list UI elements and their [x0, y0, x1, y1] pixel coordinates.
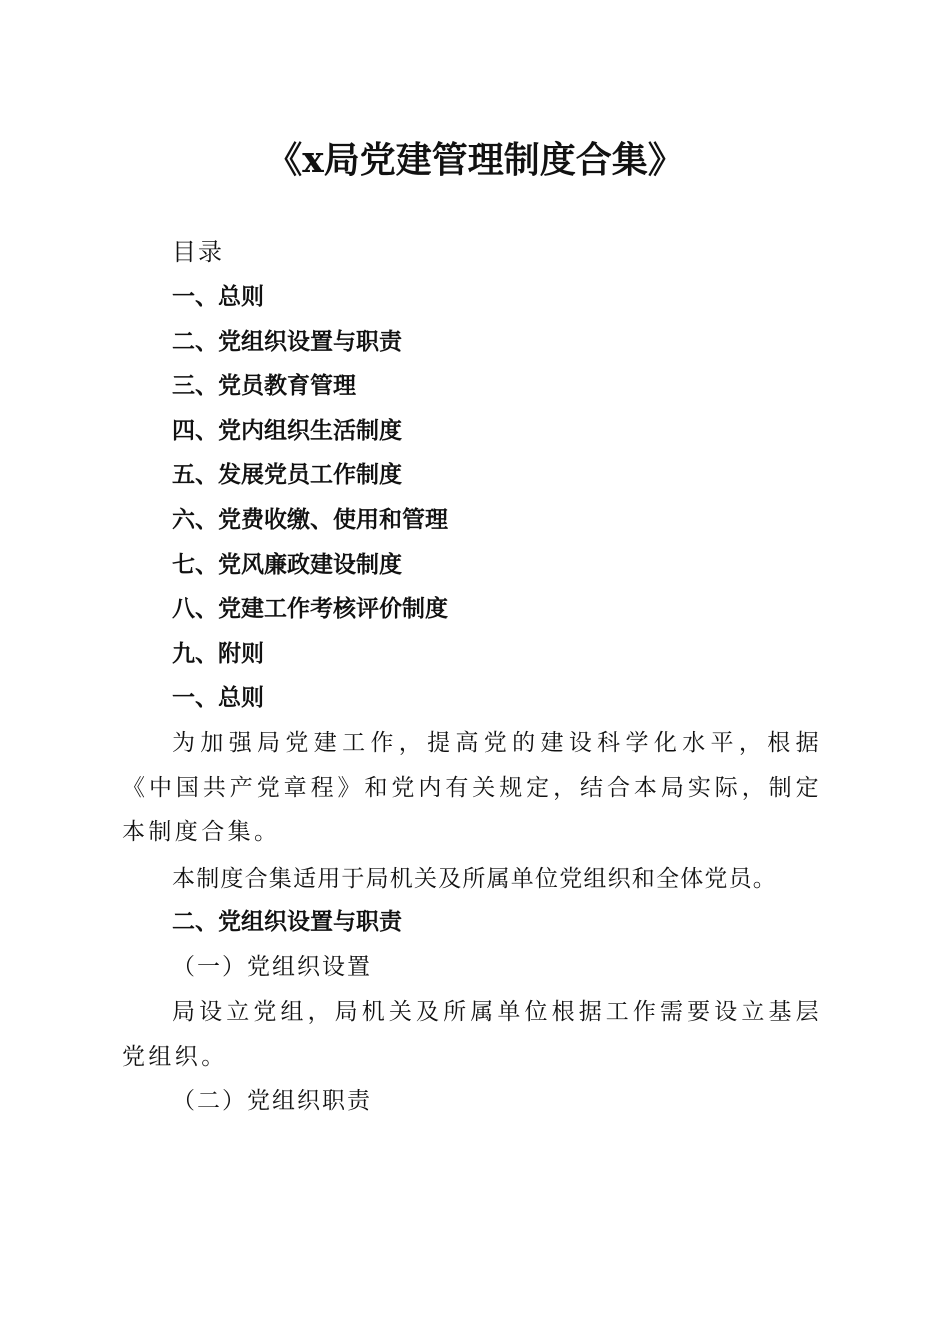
- toc-item: 六、党费收缴、使用和管理: [172, 506, 448, 533]
- toc-item: 三、党员教育管理: [172, 373, 356, 400]
- toc-item: 四、党内组织生活制度: [172, 417, 402, 444]
- toc-item: 八、党建工作考核评价制度: [172, 596, 448, 623]
- toc-item: 五、发展党员工作制度: [172, 462, 402, 489]
- toc-item: 九、附则: [172, 640, 264, 667]
- paragraph-purpose: 为加强局党建工作，提高党的建设科学化水平，根据《中国共产党章程》和党内有关规定，结合本局实际，制定本制度合集。: [122, 730, 822, 845]
- subheading-organization-duties: （二）党组织职责: [172, 1088, 372, 1114]
- toc-item: 七、党风廉政建设制度: [172, 551, 402, 578]
- subheading-organization-setup: （一）党组织设置: [172, 954, 372, 980]
- paragraph-organization-setup: 局设立党组，局机关及所属单位根据工作需要设立基层党组织。: [122, 999, 822, 1070]
- document-title: 《x局党建管理制度合集》: [266, 139, 684, 181]
- paragraph-scope: 本制度合集适用于局机关及所属单位党组织和全体党员。: [172, 866, 777, 892]
- section-heading-organization: 二、党组织设置与职责: [172, 909, 402, 935]
- toc-item: 一、总则: [172, 284, 264, 310]
- table-of-contents: [172, 279, 448, 680]
- toc-item: 二、党组织设置与职责: [172, 328, 402, 355]
- section-heading-general: 一、总则: [172, 685, 264, 711]
- toc-label: 目录: [172, 238, 224, 266]
